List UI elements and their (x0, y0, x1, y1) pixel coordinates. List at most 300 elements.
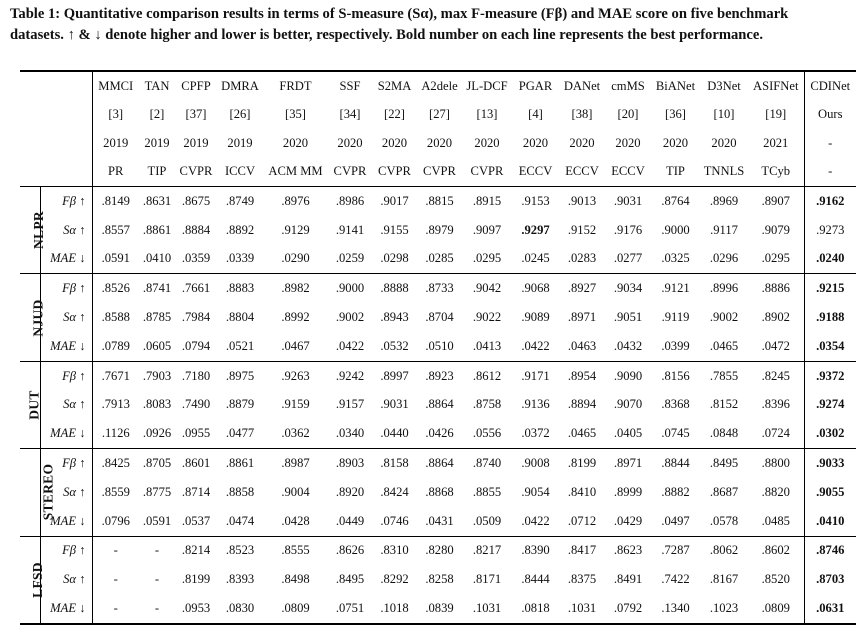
score-cell: .0809 (263, 594, 328, 624)
header-name-cell: CPFP (175, 71, 217, 101)
metric-label-cell (40, 274, 92, 303)
score-cell: .8375 (567, 572, 597, 587)
score-cell: .9159 (281, 397, 310, 412)
score-cell: .9242 (335, 368, 365, 383)
score-cell: .9297 (521, 222, 550, 237)
metric-arrow: ↑ (79, 222, 86, 237)
score-cell: .9070 (613, 397, 643, 412)
score-cell: .0340 (328, 419, 372, 448)
score-cell: .8495 (709, 456, 739, 471)
header-ref-cell: [22] (384, 107, 405, 122)
caption-line-1: Table 1: Quantitative comparison results in terms of S-measure (Sα), max F-measure (Fβ) and MAE score on five benchmark (10, 6, 789, 22)
score-cell: .9171 (521, 368, 550, 383)
score-cell: .0422 (512, 332, 559, 361)
score-cell: .9002 (709, 310, 739, 325)
score-cell: .8555 (281, 543, 310, 558)
score-cell: .0449 (328, 507, 372, 536)
header-venue-cell: ICCV (217, 158, 263, 187)
score-cell: .8975 (225, 368, 255, 383)
header-name-cell: D3Net (700, 71, 748, 101)
score-cell: .9000 (661, 222, 690, 237)
header-name-cell: ASIFNet (748, 71, 804, 101)
score-cell: .0477 (217, 419, 263, 448)
score-cell: .8156 (661, 368, 690, 383)
metric-name: Fβ (62, 543, 77, 558)
metric-label-cell (40, 332, 92, 361)
header-year-cell: 2019 (183, 135, 209, 150)
score-cell: .0792 (605, 594, 651, 624)
header-ref-cell: [27] (429, 107, 450, 122)
score-cell: .8923 (425, 368, 454, 383)
score-cell: .8907 (761, 193, 790, 208)
score-cell: .0497 (651, 507, 700, 536)
table-row (20, 478, 856, 507)
header-name-cell: MMCI (92, 71, 139, 101)
metric-name: MAE (50, 601, 77, 616)
score-cell: .9034 (613, 281, 643, 296)
score-cell: .0472 (748, 332, 804, 361)
header-corner-cell (20, 101, 92, 130)
metric-name: Fβ (62, 193, 77, 208)
header-row-ref (20, 101, 856, 130)
header-name-cell: PGAR (512, 71, 559, 101)
score-cell: .0295 (462, 245, 512, 274)
score-cell: .8675 (181, 193, 211, 208)
score-cell: .8741 (142, 281, 172, 296)
score-cell: .8894 (567, 397, 597, 412)
metric-name: Sα (63, 572, 77, 587)
header-row-year (20, 129, 856, 158)
score-cell: .9013 (567, 193, 597, 208)
header-venue-cell: ECCV (605, 158, 651, 187)
dataset-label-cell (20, 274, 46, 361)
score-cell: .9162 (804, 187, 856, 216)
metric-arrow: ↓ (79, 601, 86, 616)
metric-arrow: ↑ (79, 397, 86, 412)
header-venue-cell: ECCV (512, 158, 559, 187)
score-cell: .8969 (709, 193, 739, 208)
score-cell: .8526 (101, 281, 130, 296)
score-cell: .8158 (380, 456, 409, 471)
score-cell: .8217 (472, 543, 502, 558)
score-cell: .8588 (101, 310, 130, 325)
score-cell: .0848 (700, 419, 748, 448)
score-cell: .9090 (613, 368, 643, 383)
metric-arrow: ↓ (79, 338, 86, 353)
score-cell: .9000 (335, 281, 365, 296)
score-cell: .8903 (335, 456, 365, 471)
score-cell: .0245 (512, 245, 559, 274)
score-cell: .0839 (417, 594, 462, 624)
score-cell: .9152 (567, 222, 597, 237)
score-cell: .9215 (804, 274, 856, 303)
metric-name: Sα (63, 222, 77, 237)
score-cell: .8523 (225, 543, 255, 558)
metric-arrow: ↑ (79, 310, 86, 325)
score-cell: .0285 (417, 245, 462, 274)
header-name-cell: DANet (559, 71, 605, 101)
dataset-name: DUT (26, 390, 42, 420)
score-cell: .0605 (139, 332, 175, 361)
score-cell: .8861 (142, 222, 172, 237)
header-ref-cell: [36] (665, 107, 686, 122)
score-cell: .8886 (761, 281, 790, 296)
metric-name: Sα (63, 484, 77, 499)
header-name-cell: CDINet (804, 71, 856, 101)
header-year-cell: 2020 (569, 135, 595, 150)
score-cell: .8892 (225, 222, 255, 237)
score-cell: .0467 (263, 332, 328, 361)
score-cell: .9157 (335, 397, 365, 412)
score-cell: .0413 (462, 332, 512, 361)
score-cell: .9372 (804, 361, 856, 390)
header-ref-cell: Ours (804, 101, 856, 130)
metric-name: Sα (63, 397, 77, 412)
score-cell: .9176 (613, 222, 643, 237)
score-cell: - (113, 543, 118, 558)
table-row (20, 565, 856, 594)
score-cell: .0510 (417, 332, 462, 361)
header-ref-cell: [4] (528, 107, 543, 122)
table-row (20, 245, 856, 274)
score-cell: .9051 (613, 310, 643, 325)
score-cell: .0485 (748, 507, 804, 536)
header-venue-cell: CVPR (328, 158, 372, 187)
score-cell: .8758 (472, 397, 502, 412)
score-cell: .0818 (512, 594, 559, 624)
score-cell: .8804 (225, 310, 255, 325)
score-cell: .0474 (217, 507, 263, 536)
score-cell: .8855 (472, 484, 502, 499)
header-ref-cell: [26] (229, 107, 251, 122)
header-ref-cell: [10] (713, 107, 735, 122)
score-cell: .8705 (142, 456, 172, 471)
score-cell: .1126 (92, 419, 139, 448)
score-cell: .8992 (281, 310, 310, 325)
dataset-label-cell (20, 187, 46, 274)
metric-label-cell (40, 303, 92, 332)
score-cell: .8749 (225, 193, 255, 208)
score-cell: .8626 (335, 543, 365, 558)
header-name-cell: cmMS (605, 71, 651, 101)
header-ref-cell: [38] (571, 107, 593, 122)
header-venue-cell: TCyb (748, 158, 804, 187)
score-cell: .8858 (225, 484, 255, 499)
score-cell: .7180 (181, 368, 211, 383)
score-cell: .8062 (709, 543, 739, 558)
score-cell: .0302 (804, 419, 856, 448)
table-caption (10, 4, 860, 46)
table-row (20, 332, 856, 361)
score-cell: .9055 (804, 478, 856, 507)
header-corner-cell (20, 129, 92, 158)
score-cell: .9136 (521, 397, 550, 412)
score-cell: .7984 (181, 310, 211, 325)
metric-name: Fβ (62, 456, 77, 471)
table-row (20, 391, 856, 420)
score-cell: .0422 (328, 332, 372, 361)
score-cell: .8396 (761, 397, 790, 412)
score-cell: .0405 (605, 419, 651, 448)
score-cell: .9121 (661, 281, 690, 296)
metric-arrow: ↑ (79, 193, 86, 208)
metric-arrow: ↑ (79, 484, 86, 499)
score-cell: .9188 (804, 303, 856, 332)
score-cell: .8982 (281, 281, 310, 296)
score-cell: .8785 (142, 310, 172, 325)
score-cell: .0537 (175, 507, 217, 536)
score-cell: .0432 (605, 332, 651, 361)
score-cell: .0509 (462, 507, 512, 536)
score-cell: .9141 (335, 222, 365, 237)
metric-name: MAE (50, 338, 77, 353)
score-cell: .8740 (472, 456, 502, 471)
score-cell: .0809 (748, 594, 804, 624)
header-venue-cell: ECCV (559, 158, 605, 187)
score-cell: .0465 (559, 419, 605, 448)
score-cell: .8979 (425, 222, 454, 237)
metric-arrow: ↑ (79, 572, 86, 587)
metric-label-cell (40, 594, 92, 624)
header-year-cell: 2020 (522, 135, 549, 150)
score-cell: .9004 (281, 484, 310, 499)
score-cell: .8559 (101, 484, 130, 499)
score-cell: .0591 (92, 245, 139, 274)
score-cell: .0591 (139, 507, 175, 536)
metric-label-cell (40, 216, 92, 245)
score-cell: .0410 (139, 245, 175, 274)
header-venue-cell: PR (92, 158, 139, 187)
header-name-cell: DMRA (217, 71, 263, 101)
metric-name: Fβ (62, 368, 77, 383)
table-row (20, 216, 856, 245)
score-cell: .8864 (425, 397, 454, 412)
score-cell: .8149 (101, 193, 130, 208)
score-cell: .8704 (425, 310, 454, 325)
metric-label-cell (40, 536, 92, 565)
caption-line-2: datasets. ↑ & ↓ denote higher and lower is better, respectively. Bold number on each line represents the best performance. (10, 27, 764, 43)
dataset-name: NLPR (30, 211, 46, 250)
score-cell: .8861 (225, 456, 255, 471)
score-cell: .8557 (101, 222, 130, 237)
table-row (20, 187, 856, 216)
score-cell: .0745 (651, 419, 700, 448)
score-cell: .8888 (380, 281, 409, 296)
score-cell: .8915 (472, 193, 502, 208)
score-cell: - (139, 594, 175, 624)
score-cell: .8800 (761, 456, 790, 471)
header-name-cell: A2dele (417, 71, 462, 101)
score-cell: .8368 (661, 397, 690, 412)
score-cell: - (154, 543, 160, 558)
header-venue-cell: CVPR (372, 158, 417, 187)
score-cell: .8954 (567, 368, 597, 383)
score-cell: .8733 (425, 281, 454, 296)
score-cell: .8214 (181, 543, 211, 558)
score-cell: .8444 (521, 572, 550, 587)
metric-arrow: ↑ (79, 281, 86, 296)
header-venue-cell: - (804, 158, 856, 187)
score-cell: .0295 (748, 245, 804, 274)
score-cell: .8390 (521, 543, 550, 558)
score-cell: .8167 (709, 572, 739, 587)
score-cell: .8601 (181, 456, 211, 471)
header-year-cell: 2019 (227, 135, 253, 150)
score-cell: .9068 (521, 281, 550, 296)
score-cell: .0296 (700, 245, 748, 274)
score-cell: .8996 (709, 281, 739, 296)
score-cell: .0431 (417, 507, 462, 536)
score-cell: .8199 (567, 456, 597, 471)
score-cell: .8775 (142, 484, 172, 499)
score-cell: .7422 (661, 572, 690, 587)
score-cell: .8083 (142, 397, 172, 412)
header-year-cell: 2019 (103, 135, 129, 150)
metric-arrow: ↓ (79, 513, 86, 528)
score-cell: .8520 (761, 572, 790, 587)
score-cell: .9008 (521, 456, 550, 471)
metric-name: MAE (50, 513, 77, 528)
header-year-cell: - (804, 129, 856, 158)
score-cell: .0955 (175, 419, 217, 448)
score-cell: .9155 (380, 222, 409, 237)
table-row (20, 449, 856, 478)
score-cell: .7903 (142, 368, 172, 383)
header-corner-cell (20, 158, 92, 187)
score-cell: .8879 (225, 397, 255, 412)
score-cell: .8631 (142, 193, 172, 208)
score-cell: .9263 (281, 368, 310, 383)
header-name-cell: BiANet (651, 71, 700, 101)
score-cell: .9022 (472, 310, 502, 325)
header-ref-cell: [13] (476, 107, 498, 122)
score-cell: .8425 (101, 456, 130, 471)
metric-label-cell (40, 419, 92, 448)
metric-label-cell (40, 245, 92, 274)
metric-label-cell (40, 391, 92, 420)
score-cell: .0359 (175, 245, 217, 274)
score-cell: .8764 (661, 193, 690, 208)
score-cell: .0465 (700, 332, 748, 361)
score-cell: .0440 (372, 419, 417, 448)
header-name-cell: TAN (139, 71, 175, 101)
score-cell: .0830 (217, 594, 263, 624)
metric-name: MAE (50, 426, 77, 441)
header-name-cell: SSF (328, 71, 372, 101)
score-cell: .0362 (263, 419, 328, 448)
score-cell: .9031 (380, 397, 409, 412)
metric-arrow: ↑ (79, 543, 86, 558)
score-cell: .9153 (521, 193, 550, 208)
metric-arrow: ↓ (79, 251, 86, 266)
table-row (20, 536, 856, 565)
score-cell: .8815 (425, 193, 454, 208)
score-cell: .0751 (328, 594, 372, 624)
header-row-name (20, 71, 856, 101)
score-cell: .9017 (380, 193, 409, 208)
header-name-cell: S2MA (372, 71, 417, 101)
score-cell: .0426 (417, 419, 462, 448)
score-cell: .0429 (605, 507, 651, 536)
header-year-cell: 2020 (662, 135, 689, 150)
header-ref-cell: [34] (339, 107, 361, 122)
score-cell: .8410 (567, 484, 597, 499)
score-cell: .8498 (281, 572, 310, 587)
score-cell: .7490 (181, 397, 211, 412)
score-cell: .8245 (761, 368, 790, 383)
header-venue-cell: ACM MM (263, 158, 328, 187)
metric-label-cell (40, 565, 92, 594)
header-year-cell: 2020 (615, 135, 641, 150)
score-cell: .0789 (92, 332, 139, 361)
score-cell: .8393 (225, 572, 255, 587)
header-venue-cell: CVPR (175, 158, 217, 187)
score-cell: .8746 (804, 536, 856, 565)
header-ref-cell: [2] (149, 107, 165, 122)
score-cell: .0298 (372, 245, 417, 274)
metric-arrow: ↑ (79, 456, 86, 471)
dataset-name: STEREO (40, 464, 56, 521)
header-ref-cell: [35] (285, 107, 306, 122)
score-cell: .0712 (559, 507, 605, 536)
header-year-cell: 2020 (337, 135, 363, 150)
score-cell: .9002 (335, 310, 365, 325)
score-cell: .8920 (335, 484, 365, 499)
metric-arrow: ↑ (79, 368, 86, 383)
score-cell: .8152 (709, 397, 739, 412)
dataset-label-cell (20, 449, 56, 536)
score-cell: .0325 (651, 245, 700, 274)
score-cell: .9274 (804, 391, 856, 420)
score-cell: .8623 (613, 543, 643, 558)
score-cell: .8417 (567, 543, 597, 558)
score-cell: .0428 (263, 507, 328, 536)
score-cell: .8310 (380, 543, 409, 558)
score-cell: .1023 (700, 594, 748, 624)
score-cell: .8986 (335, 193, 365, 208)
header-venue-cell: CVPR (462, 158, 512, 187)
score-cell: - (113, 572, 118, 587)
score-cell: .8902 (761, 310, 790, 325)
table-row (20, 507, 856, 536)
score-cell: .0796 (92, 507, 139, 536)
score-cell: .8612 (472, 368, 502, 383)
dataset-name: LFSD (29, 561, 45, 598)
score-cell: .0746 (372, 507, 417, 536)
table-row (20, 419, 856, 448)
results-table (20, 70, 856, 625)
score-cell: .8927 (567, 281, 597, 296)
score-cell: .9119 (661, 310, 690, 325)
score-cell: .7287 (661, 543, 690, 558)
score-cell: .8424 (380, 484, 409, 499)
score-cell: .1031 (462, 594, 512, 624)
dataset-label-cell (20, 536, 45, 624)
score-cell: .8714 (181, 484, 211, 499)
score-cell: .0794 (175, 332, 217, 361)
score-cell: .8602 (761, 543, 790, 558)
score-cell: .8864 (425, 456, 454, 471)
score-cell: .0283 (559, 245, 605, 274)
header-corner-cell (20, 71, 92, 101)
score-cell: .8280 (425, 543, 454, 558)
header-ref-cell: [20] (617, 107, 639, 122)
score-cell: .9033 (804, 449, 856, 478)
score-cell: .0953 (175, 594, 217, 624)
header-year-cell: 2020 (282, 135, 309, 150)
score-cell: .0354 (804, 332, 856, 361)
score-cell: .8171 (472, 572, 502, 587)
